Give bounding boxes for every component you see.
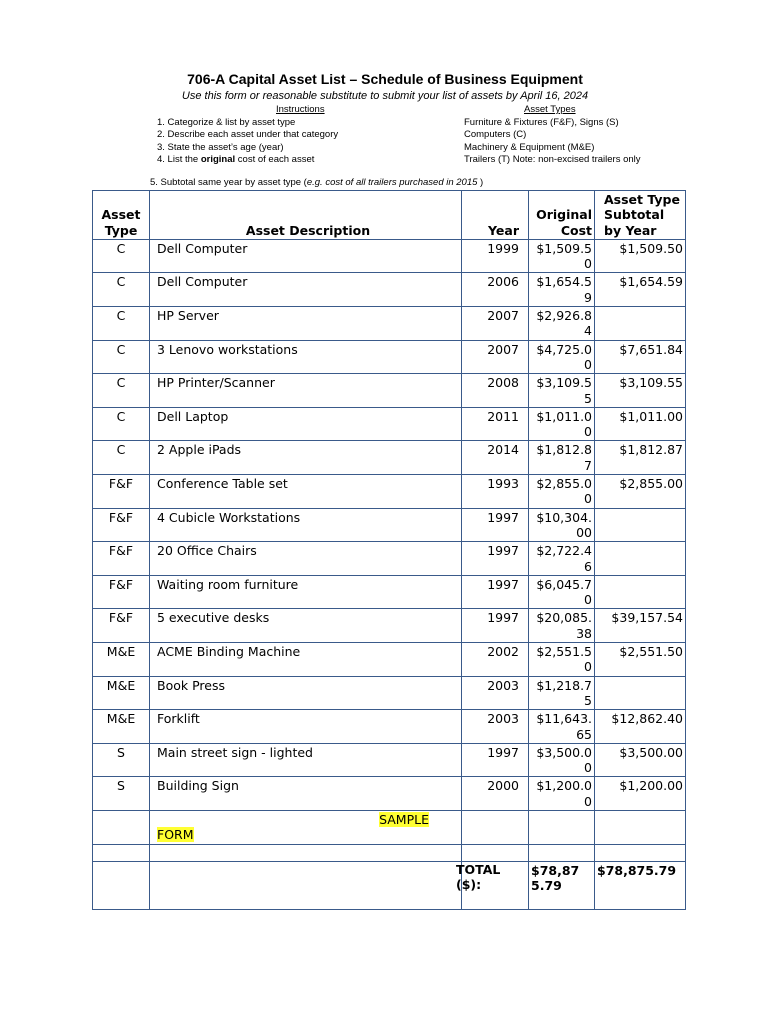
subtotal-cell: $1,011.00	[595, 407, 686, 441]
subtotal-cell: $1,509.50	[595, 239, 686, 273]
subtotal-cell	[595, 508, 686, 542]
empty-cell	[93, 844, 150, 861]
year-cell: 2006	[462, 273, 529, 307]
original-cost-cell: $3,109.55	[529, 374, 595, 408]
table-row	[93, 407, 686, 441]
empty-cell	[93, 861, 150, 909]
instruction-item: 3. State the asset’s age (year)	[157, 141, 284, 153]
asset-description-cell: Dell Computer	[150, 273, 462, 307]
asset-description-cell: ACME Binding Machine	[150, 643, 462, 677]
table-header-row	[93, 191, 686, 240]
asset-type-cell: M&E	[93, 643, 150, 677]
subtotal-cell	[595, 676, 686, 710]
table-row	[93, 609, 686, 643]
original-cost-cell: $1,200.00	[529, 777, 595, 811]
step5-text: 5. Subtotal same year by asset type (	[150, 177, 307, 188]
instruction-emphasis: original	[200, 153, 236, 165]
table-row	[93, 273, 686, 307]
year-cell: 1999	[462, 239, 529, 273]
asset-type-item: Trailers (T) Note: non-excised trailers only	[464, 153, 641, 165]
asset-description-cell: Main street sign - lighted	[150, 743, 462, 777]
table-row	[93, 743, 686, 777]
table-row	[93, 441, 686, 475]
empty-cell	[529, 810, 595, 844]
sample-watermark: SAMPLE	[379, 811, 429, 827]
asset-type-cell: F&F	[93, 508, 150, 542]
year-cell: 2007	[462, 307, 529, 341]
year-cell: 2007	[462, 340, 529, 374]
form-subtitle: Use this form or reasonable substitute to submit your list of assets by April 16, 2024	[181, 90, 589, 102]
table-row	[93, 239, 686, 273]
table-row	[93, 710, 686, 744]
original-cost-cell: $11,643.65	[529, 710, 595, 744]
subtotal-cell: $39,157.54	[595, 609, 686, 643]
year-cell: 1993	[462, 475, 529, 509]
asset-description-cell: Waiting room furniture	[150, 575, 462, 609]
year-cell: 2000	[462, 777, 529, 811]
year-cell: 1997	[462, 508, 529, 542]
year-cell: 1997	[462, 609, 529, 643]
form-title: 706-A Capital Asset List – Schedule of Business Equipment	[187, 71, 583, 87]
asset-type-cell: C	[93, 441, 150, 475]
subtotal-cell: $2,855.00	[595, 475, 686, 509]
asset-type-cell: C	[93, 374, 150, 408]
asset-type-cell: C	[93, 307, 150, 341]
asset-description-cell: HP Printer/Scanner	[150, 374, 462, 408]
table-row	[93, 777, 686, 811]
asset-type-cell: M&E	[93, 676, 150, 710]
instruction-item	[157, 154, 338, 166]
asset-description-cell: Conference Table set	[150, 475, 462, 509]
subtotal-cell	[595, 307, 686, 341]
subtotal-cell: $1,812.87	[595, 441, 686, 475]
year-cell: 1997	[462, 743, 529, 777]
asset-types-heading: Asset Types	[524, 104, 576, 115]
asset-description-cell: Building Sign	[150, 777, 462, 811]
subtotal-cell: $2,551.50	[595, 643, 686, 677]
original-cost-cell: $4,725.00	[529, 340, 595, 374]
total-row	[93, 861, 686, 909]
asset-type-cell: F&F	[93, 542, 150, 576]
year-cell: 2003	[462, 676, 529, 710]
asset-description-cell: 2 Apple iPads	[150, 441, 462, 475]
table-row	[93, 508, 686, 542]
total-label-cell	[456, 861, 529, 909]
asset-type-cell: S	[93, 777, 150, 811]
asset-type-cell: F&F	[93, 475, 150, 509]
table-row	[93, 374, 686, 408]
asset-description-cell: 20 Office Chairs	[150, 542, 462, 576]
asset-type-cell: C	[93, 239, 150, 273]
sample-watermark: FORM	[157, 827, 194, 843]
original-cost-cell: $6,045.70	[529, 575, 595, 609]
sample-cell	[150, 810, 462, 844]
original-cost-cell: $1,011.00	[529, 407, 595, 441]
original-cost-cell: $2,722.46	[529, 542, 595, 576]
year-cell: 1997	[462, 542, 529, 576]
original-cost-cell: $1,218.75	[529, 676, 595, 710]
instruction-item: 2. Describe each asset under that category	[157, 129, 339, 141]
asset-table	[92, 190, 686, 910]
table-row	[93, 575, 686, 609]
subtotal-cell	[595, 542, 686, 576]
total-label: TOTAL($):	[456, 861, 501, 892]
step5-text: )	[477, 177, 484, 188]
year-cell: 2003	[462, 710, 529, 744]
total-cost: $78,875.79	[529, 861, 595, 909]
asset-type-cell: S	[93, 743, 150, 777]
sample-row	[93, 810, 686, 844]
subtotal-cell: $7,651.84	[595, 340, 686, 374]
asset-description-cell: Dell Laptop	[150, 407, 462, 441]
year-cell: 2014	[462, 441, 529, 475]
empty-cell	[462, 844, 529, 861]
asset-type-item: Computers (C)	[464, 129, 527, 141]
empty-cell	[150, 844, 462, 861]
asset-type-cell: F&F	[93, 575, 150, 609]
asset-description-cell: Dell Computer	[150, 239, 462, 273]
empty-cell	[93, 810, 150, 844]
col-subtotal: Asset Type Subtotal by Year	[595, 191, 686, 240]
empty-cell	[462, 810, 529, 844]
original-cost-cell: $20,085.38	[529, 609, 595, 643]
asset-description-cell: 4 Cubicle Workstations	[150, 508, 462, 542]
asset-types-list	[464, 117, 649, 166]
table-row	[93, 542, 686, 576]
asset-type-item: Machinery & Equipment (M&E)	[464, 141, 595, 153]
asset-type-cell: F&F	[93, 609, 150, 643]
table-row	[93, 340, 686, 374]
asset-type-cell: C	[93, 340, 150, 374]
original-cost-cell: $1,509.50	[529, 239, 595, 273]
original-cost-cell: $10,304.00	[529, 508, 595, 542]
instructions-heading: Instructions	[276, 104, 325, 115]
original-cost-cell: $1,654.59	[529, 273, 595, 307]
year-cell: 2008	[462, 374, 529, 408]
asset-description-cell: Book Press	[150, 676, 462, 710]
step5-example: e.g. cost of all trailers purchased in 2015	[306, 177, 478, 188]
asset-description-cell: 5 executive desks	[150, 609, 462, 643]
original-cost-cell: $3,500.00	[529, 743, 595, 777]
subtotal-cell: $1,654.59	[595, 273, 686, 307]
table-row	[93, 307, 686, 341]
asset-description-cell: 3 Lenovo workstations	[150, 340, 462, 374]
empty-cell	[529, 844, 595, 861]
col-year: Year	[462, 191, 529, 240]
asset-type-cell: C	[93, 407, 150, 441]
subtotal-cell: $1,200.00	[595, 777, 686, 811]
original-cost-cell: $2,926.84	[529, 307, 595, 341]
col-asset-description: Asset Description	[150, 191, 462, 240]
instructions-list	[157, 117, 338, 166]
instruction-text: cost of each asset	[235, 153, 315, 165]
total-subtotal: $78,875.79	[595, 861, 686, 909]
empty-cell	[595, 810, 686, 844]
instruction-step5	[150, 177, 483, 188]
empty-cell	[150, 861, 462, 909]
year-cell: 1997	[462, 575, 529, 609]
table-row	[93, 475, 686, 509]
subtotal-cell	[595, 575, 686, 609]
original-cost-cell: $2,551.50	[529, 643, 595, 677]
asset-type-cell: C	[93, 273, 150, 307]
original-cost-cell: $2,855.00	[529, 475, 595, 509]
original-cost-cell: $1,812.87	[529, 441, 595, 475]
table-row	[93, 643, 686, 677]
subtotal-cell: $3,500.00	[595, 743, 686, 777]
empty-cell	[595, 844, 686, 861]
asset-type-item: Furniture & Fixtures (F&F), Signs (S)	[464, 117, 619, 128]
year-cell: 2002	[462, 643, 529, 677]
col-original-cost: Original Cost	[529, 191, 595, 240]
instruction-text: 4. List the	[157, 153, 201, 165]
subtotal-cell: $12,862.40	[595, 710, 686, 744]
asset-description-cell: Forklift	[150, 710, 462, 744]
col-asset-type: Asset Type	[93, 191, 150, 240]
subtotal-cell: $3,109.55	[595, 374, 686, 408]
spacer-row	[93, 844, 686, 861]
asset-type-cell: M&E	[93, 710, 150, 744]
table-row	[93, 676, 686, 710]
asset-description-cell: HP Server	[150, 307, 462, 341]
year-cell: 2011	[462, 407, 529, 441]
instruction-item: 1. Categorize & list by asset type	[157, 117, 296, 128]
